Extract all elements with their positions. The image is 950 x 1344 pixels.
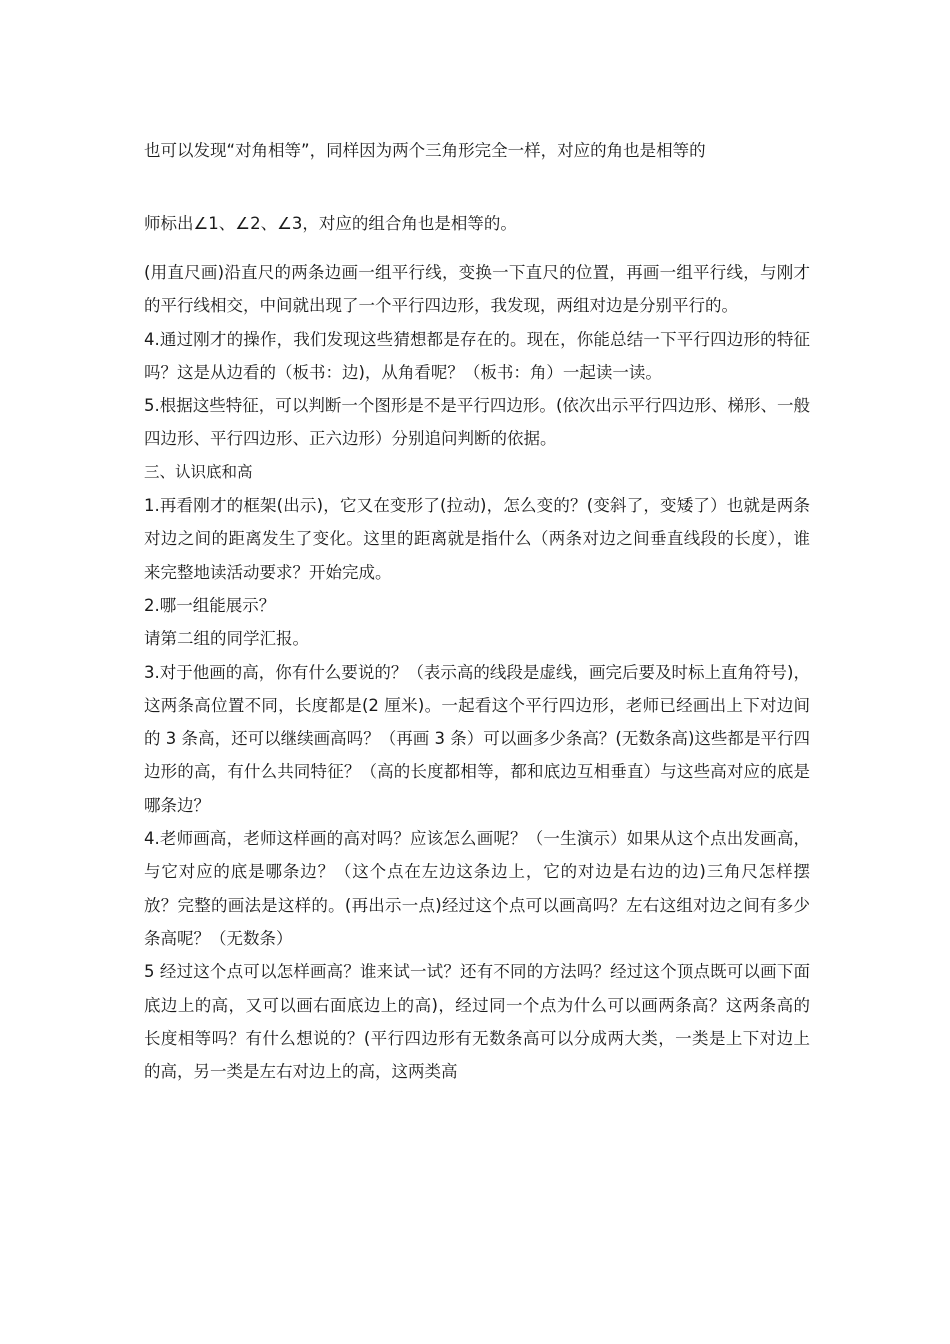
paragraph-4-summary: 4.通过刚才的操作，我们发现这些猜想都是存在的。现在，你能总结一下平行四边形的特征吗？这是从边看的（板书：边)，从角看呢？（板书：角）一起读一读。 [144,329,810,382]
text-line-2: 师标出∠1、∠2、∠3，对应的组合角也是相等的。 [144,214,517,233]
paragraph-1-frame: 1.再看刚才的框架(出示)，它又在变形了(拉动)，怎么变的？(变斜了，变矮了）也就是两条对边之间的距离发生了变化。这里的距离就是指什么（两条对边之间垂直线段的长度），谁来完整地读活动要求？开始完成。 [144,496,810,582]
paragraph-group-report: 请第二组的同学汇报。 [144,629,309,649]
section-heading: 三、认识底和高 [144,462,253,481]
paragraph-3-height: 3.对于他画的高，你有什么要说的？（表示高的线段是虚线，画完后要及时标上直角符号)，这两条高位置不同，长度都是(2 厘米)。一起看这个平行四边形，老师已经画出上下对边间的 3 条高，还可以继续画高吗？（再画 3 条）可以画多少条高？(无数条高)这些都是平行四边形的高，有什么共同特征？（高的长度都相等，都和底边互相垂直）与这些高对应的底是哪条边？ [144,662,810,815]
paragraph-ruler-drawing: (用直尺画)沿直尺的两条边画一组平行线，变换一下直尺的位置，再画一组平行线，与刚才的平行线相交，中间就出现了一个平行四边形，我发现，两组对边是分别平行的。 [144,263,810,316]
paragraph-5-point: 5 经过这个点可以怎样画高？谁来试一试？还有不同的方法吗？经过这个顶点既可以画下面底边上的高，又可以画右面底边上的高)，经过同一个点为什么可以画两条高？这两条高的长度相等吗？有什么想说的？(平行四边形有无数条高可以分成两大类，一类是上下对边上的高，另一类是左右对边上的高，这两类高 [144,962,810,1082]
paragraph-4-teacher: 4.老师画高，老师这样画的高对吗？应该怎么画呢？（一生演示）如果从这个点出发画高，与它对应的底是哪条边？（这个点在左边这条边上，它的对边是右边的边)三角尺怎样摆放？完整的画法是这样的。(再出示一点)经过这个点可以画高吗？左右这组对边之间有多少条高呢？（无数条） [144,829,810,948]
paragraph-5-judge: 5.根据这些特征，可以判断一个图形是不是平行四边形。(依次出示平行四边形、梯形、一般四边形、平行四边形、正六边形）分别追问判断的依据。 [144,396,810,449]
paragraph-2-show: 2.哪一组能展示？ [144,595,276,615]
body-text [144,256,810,1088]
text-line-1: 也可以发现“对角相等”，同样因为两个三角形完全一样，对应的角也是相等的 [144,141,706,160]
